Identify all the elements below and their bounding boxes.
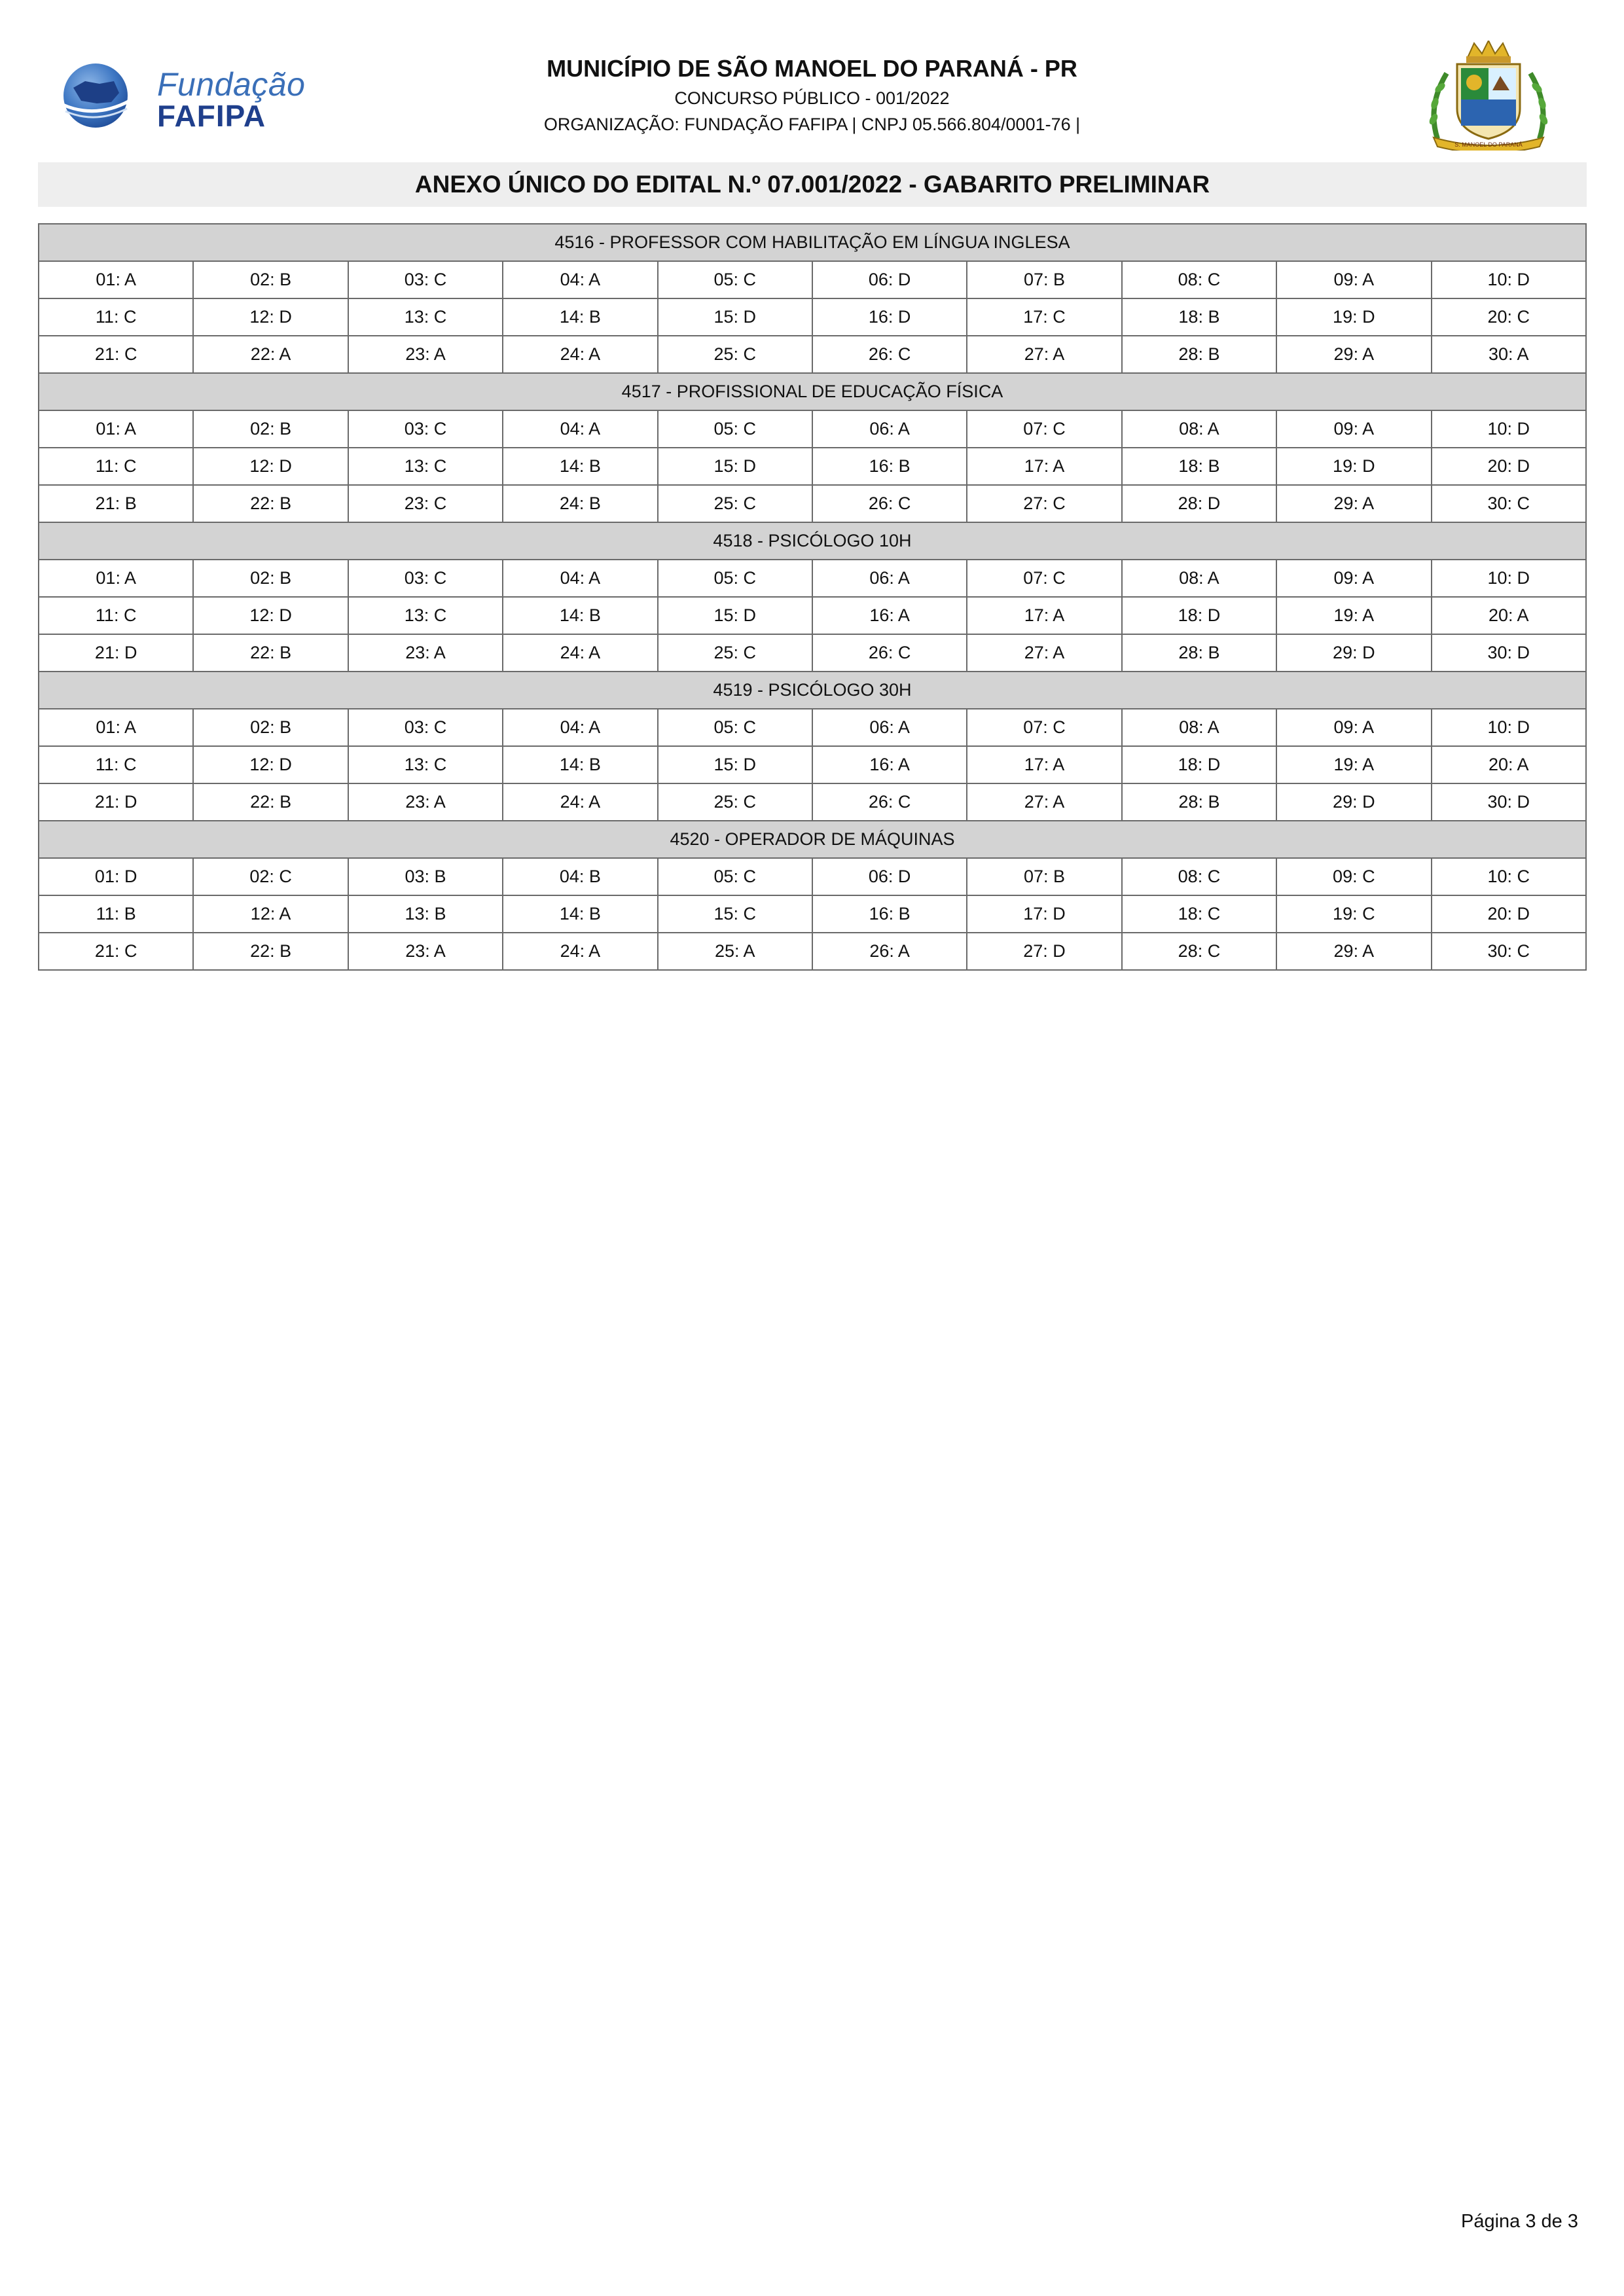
answer-cell: 08: A	[1122, 560, 1276, 597]
answer-cell: 22: B	[193, 783, 348, 821]
crest-ribbon-text: S. MANOEL DO PARANÁ	[1454, 141, 1523, 148]
answer-cell: 27: C	[967, 485, 1121, 522]
answer-cell: 13: C	[348, 746, 503, 783]
answer-cell: 13: B	[348, 895, 503, 933]
section-header-row	[39, 224, 1586, 261]
answer-cell: 28: D	[1122, 485, 1276, 522]
header-block	[327, 52, 1297, 137]
answer-cell: 08: C	[1122, 261, 1276, 298]
answer-cell: 11: C	[39, 448, 193, 485]
answer-cell: 22: B	[193, 933, 348, 970]
logo-text-fundacao: Fundação	[157, 66, 306, 103]
answer-cell: 09: A	[1276, 410, 1431, 448]
answer-cell: 14: B	[503, 895, 657, 933]
answer-cell: 08: A	[1122, 410, 1276, 448]
answer-cell: 24: A	[503, 634, 657, 672]
answer-cell: 01: A	[39, 709, 193, 746]
answer-cell: 25: A	[658, 933, 812, 970]
answer-cell: 17: A	[967, 597, 1121, 634]
section-header-row	[39, 821, 1586, 858]
organization-line: ORGANIZAÇÃO: FUNDAÇÃO FAFIPA | CNPJ 05.566.804/0001-76 |	[543, 115, 1081, 134]
answer-cell: 09: A	[1276, 261, 1431, 298]
answer-cell: 23: A	[348, 933, 503, 970]
answer-cell: 10: D	[1432, 410, 1586, 448]
answer-cell: 10: D	[1432, 709, 1586, 746]
page-number: Página 3 de 3	[1461, 2211, 1578, 2232]
answer-cell: 20: D	[1432, 895, 1586, 933]
answer-cell: 11: C	[39, 597, 193, 634]
answer-cell: 23: A	[348, 336, 503, 373]
answer-cell: 02: B	[193, 410, 348, 448]
section-header-row	[39, 522, 1586, 560]
answer-cell: 26: C	[812, 634, 967, 672]
answer-cell: 20: A	[1432, 597, 1586, 634]
answer-cell: 24: A	[503, 783, 657, 821]
answer-cell: 04: A	[503, 261, 657, 298]
answer-cell: 13: C	[348, 298, 503, 336]
section-header-row	[39, 373, 1586, 410]
answer-cell: 06: A	[812, 560, 967, 597]
answer-cell: 01: A	[39, 560, 193, 597]
answer-row	[39, 298, 1586, 336]
answer-row	[39, 895, 1586, 933]
answer-cell: 03: C	[348, 709, 503, 746]
answer-cell: 30: C	[1432, 933, 1586, 970]
answer-row	[39, 933, 1586, 970]
answer-cell: 16: D	[812, 298, 967, 336]
answer-row	[39, 261, 1586, 298]
answer-cell: 09: A	[1276, 560, 1431, 597]
answer-cell: 27: A	[967, 336, 1121, 373]
answer-cell: 10: D	[1432, 560, 1586, 597]
section-header-row	[39, 672, 1586, 709]
answer-row	[39, 783, 1586, 821]
answer-cell: 04: A	[503, 709, 657, 746]
answer-cell: 26: C	[812, 485, 967, 522]
answer-cell: 24: A	[503, 933, 657, 970]
section-title: 4519 - PSICÓLOGO 30H	[39, 672, 1586, 709]
answer-cell: 25: C	[658, 485, 812, 522]
answer-cell: 03: C	[348, 410, 503, 448]
answer-cell: 02: B	[193, 560, 348, 597]
logo-text-fafipa: FAFIPA	[157, 99, 266, 133]
answer-cell: 18: B	[1122, 298, 1276, 336]
answer-cell: 04: A	[503, 560, 657, 597]
answer-cell: 10: D	[1432, 261, 1586, 298]
answer-cell: 22: B	[193, 485, 348, 522]
answer-cell: 29: A	[1276, 933, 1431, 970]
section-title: 4520 - OPERADOR DE MÁQUINAS	[39, 821, 1586, 858]
answer-cell: 27: A	[967, 634, 1121, 672]
answer-cell: 29: A	[1276, 336, 1431, 373]
answer-cell: 12: D	[193, 746, 348, 783]
answer-cell: 30: C	[1432, 485, 1586, 522]
answer-cell: 01: A	[39, 261, 193, 298]
answer-cell: 06: A	[812, 410, 967, 448]
answer-cell: 12: D	[193, 298, 348, 336]
section-title: 4516 - PROFESSOR COM HABILITAÇÃO EM LÍNGUA INGLESA	[39, 224, 1586, 261]
answer-cell: 17: A	[967, 746, 1121, 783]
answer-cell: 16: B	[812, 895, 967, 933]
answer-cell: 15: D	[658, 448, 812, 485]
answer-cell: 30: A	[1432, 336, 1586, 373]
answer-cell: 17: D	[967, 895, 1121, 933]
answer-cell: 07: B	[967, 858, 1121, 895]
answer-cell: 21: C	[39, 933, 193, 970]
answer-cell: 15: D	[658, 746, 812, 783]
answer-cell: 04: B	[503, 858, 657, 895]
answer-cell: 20: D	[1432, 448, 1586, 485]
answer-cell: 01: A	[39, 410, 193, 448]
answer-row	[39, 746, 1586, 783]
answer-cell: 25: C	[658, 336, 812, 373]
answer-cell: 06: D	[812, 261, 967, 298]
answer-cell: 19: A	[1276, 746, 1431, 783]
answer-cell: 02: C	[193, 858, 348, 895]
answer-cell: 30: D	[1432, 634, 1586, 672]
globe-icon	[59, 62, 132, 130]
answer-cell: 01: D	[39, 858, 193, 895]
answer-row	[39, 448, 1586, 485]
answer-cell: 14: B	[503, 597, 657, 634]
answer-cell: 24: A	[503, 336, 657, 373]
answer-cell: 14: B	[503, 746, 657, 783]
answer-cell: 09: C	[1276, 858, 1431, 895]
answer-cell: 19: C	[1276, 895, 1431, 933]
answer-cell: 19: D	[1276, 448, 1431, 485]
answer-cell: 26: A	[812, 933, 967, 970]
answer-cell: 29: D	[1276, 783, 1431, 821]
answer-cell: 21: C	[39, 336, 193, 373]
answer-cell: 04: A	[503, 410, 657, 448]
answer-cell: 03: B	[348, 858, 503, 895]
answer-cell: 09: A	[1276, 709, 1431, 746]
municipal-crest-icon	[1424, 41, 1553, 151]
answer-cell: 07: B	[967, 261, 1121, 298]
answer-cell: 21: D	[39, 783, 193, 821]
answer-cell: 13: C	[348, 597, 503, 634]
answer-cell: 27: A	[967, 783, 1121, 821]
answer-cell: 12: A	[193, 895, 348, 933]
answer-cell: 14: B	[503, 448, 657, 485]
answer-cell: 12: D	[193, 448, 348, 485]
answer-cell: 05: C	[658, 410, 812, 448]
answer-cell: 02: B	[193, 261, 348, 298]
answer-cell: 05: C	[658, 709, 812, 746]
answer-cell: 02: B	[193, 709, 348, 746]
answer-cell: 22: B	[193, 634, 348, 672]
answer-cell: 11: C	[39, 298, 193, 336]
answer-cell: 16: A	[812, 597, 967, 634]
answer-cell: 30: D	[1432, 783, 1586, 821]
answer-cell: 29: D	[1276, 634, 1431, 672]
answer-cell: 07: C	[967, 560, 1121, 597]
answer-cell: 20: C	[1432, 298, 1586, 336]
answer-cell: 18: C	[1122, 895, 1276, 933]
answer-cell: 28: B	[1122, 783, 1276, 821]
answer-cell: 27: D	[967, 933, 1121, 970]
answer-cell: 11: B	[39, 895, 193, 933]
answer-cell: 12: D	[193, 597, 348, 634]
answer-row	[39, 336, 1586, 373]
answer-cell: 14: B	[503, 298, 657, 336]
answer-row	[39, 485, 1586, 522]
answer-cell: 18: D	[1122, 597, 1276, 634]
answer-cell: 05: C	[658, 261, 812, 298]
answer-cell: 13: C	[348, 448, 503, 485]
answer-cell: 03: C	[348, 560, 503, 597]
municipality-title: MUNICÍPIO DE SÃO MANOEL DO PARANÁ - PR	[547, 55, 1077, 82]
answer-cell: 18: D	[1122, 746, 1276, 783]
section-title: 4517 - PROFISSIONAL DE EDUCAÇÃO FÍSICA	[39, 373, 1586, 410]
contest-subtitle: CONCURSO PÚBLICO - 001/2022	[674, 88, 950, 108]
answer-cell: 19: D	[1276, 298, 1431, 336]
document-title: ANEXO ÚNICO DO EDITAL N.º 07.001/2022 - GABARITO PRELIMINAR	[38, 162, 1587, 207]
answer-cell: 05: C	[658, 560, 812, 597]
answer-cell: 25: C	[658, 634, 812, 672]
answer-cell: 06: D	[812, 858, 967, 895]
answer-cell: 25: C	[658, 783, 812, 821]
answer-cell: 10: C	[1432, 858, 1586, 895]
answer-row	[39, 709, 1586, 746]
answer-key-table	[38, 223, 1587, 971]
answer-cell: 23: A	[348, 634, 503, 672]
answer-cell: 05: C	[658, 858, 812, 895]
answer-cell: 22: A	[193, 336, 348, 373]
answer-row	[39, 634, 1586, 672]
answer-cell: 16: B	[812, 448, 967, 485]
answer-cell: 17: A	[967, 448, 1121, 485]
answer-cell: 26: C	[812, 783, 967, 821]
answer-cell: 07: C	[967, 709, 1121, 746]
answer-cell: 08: A	[1122, 709, 1276, 746]
answer-cell: 26: C	[812, 336, 967, 373]
answer-cell: 03: C	[348, 261, 503, 298]
answer-cell: 21: D	[39, 634, 193, 672]
section-title: 4518 - PSICÓLOGO 10H	[39, 522, 1586, 560]
answer-cell: 18: B	[1122, 448, 1276, 485]
answer-cell: 16: A	[812, 746, 967, 783]
answer-cell: 28: C	[1122, 933, 1276, 970]
answer-cell: 20: A	[1432, 746, 1586, 783]
answer-cell: 19: A	[1276, 597, 1431, 634]
answer-cell: 21: B	[39, 485, 193, 522]
answer-cell: 23: A	[348, 783, 503, 821]
answer-cell: 24: B	[503, 485, 657, 522]
answer-cell: 15: C	[658, 895, 812, 933]
answer-cell: 17: C	[967, 298, 1121, 336]
answer-cell: 15: D	[658, 298, 812, 336]
fafipa-logo	[59, 60, 308, 132]
answer-cell: 08: C	[1122, 858, 1276, 895]
answer-row	[39, 858, 1586, 895]
answer-cell: 15: D	[658, 597, 812, 634]
answer-cell: 28: B	[1122, 336, 1276, 373]
answer-row	[39, 560, 1586, 597]
answer-row	[39, 410, 1586, 448]
answer-cell: 23: C	[348, 485, 503, 522]
answer-cell: 11: C	[39, 746, 193, 783]
answer-cell: 06: A	[812, 709, 967, 746]
answer-cell: 28: B	[1122, 634, 1276, 672]
answer-row	[39, 597, 1586, 634]
answer-cell: 07: C	[967, 410, 1121, 448]
answer-cell: 29: A	[1276, 485, 1431, 522]
